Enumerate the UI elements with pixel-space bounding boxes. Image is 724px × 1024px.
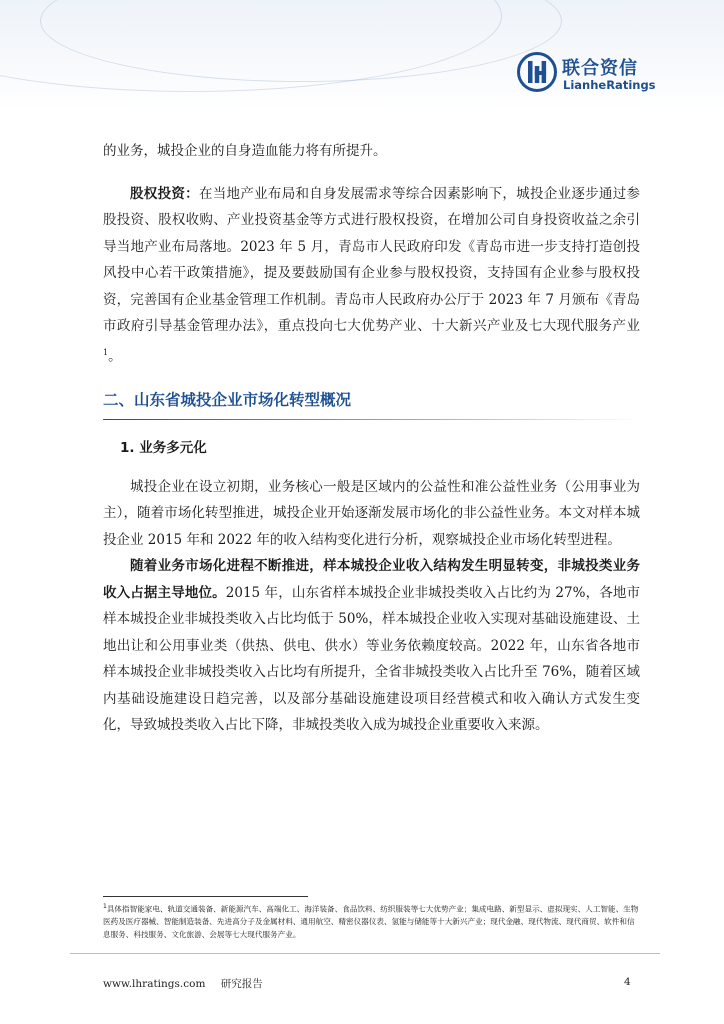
section-heading: [103, 382, 640, 420]
subsection-heading: 1. 业务多元化: [120, 439, 207, 456]
section-heading-underline: [103, 419, 640, 420]
footnote-text: 具体指智能家电、轨道交通装备、新能源汽车、高端化工、海洋装备、食品饮料、纺织服装等七大优势产业；集成电路、新型显示、虚拟现实、人工智能、生物医药及医疗器械、智能制造装备、先进高分子及金属材料、通用航空、精密仪器仪表、氢能与储能等十大新兴产业；现代金融、现代物流、现代商贸、软件和信息服务、科技服务、文化旅游、会展等七大现代服务产业。: [103, 904, 639, 939]
equity-investment-end: 。: [108, 348, 122, 364]
footnote-marker: 1: [103, 903, 107, 910]
company-logo: [517, 52, 667, 96]
equity-investment-lead: 股权投资：: [130, 185, 199, 202]
logo-chinese-name: 联合资信: [562, 58, 638, 79]
page-footer: [103, 976, 275, 991]
revenue-structure-text: 2015 年，山东省样本城投企业非城投类收入占比约为 27%，各地市样本城投企业非城投类收入占比均低于 50%，样本城投企业收入实现对基础设施建设、土地出让和公用事业类（供热、供电、供水）等业务依赖度较高。2022 年，山东省各地市样本城投企业非城投类收入占比均有所提升，全省非城投类收入占比升至 76%，随着区域内基础设施建设日趋完善，以及部分基础设施建设项目经营模式和收入确认方式发生变化，导致城投类收入占比下降，非城投类收入成为城投企业重要收入来源。: [103, 584, 640, 733]
business-diversification-paragraph: 城投企业在设立初期，业务核心一般是区域内的公益性和准公益性业务（公用事业为主），随着市场化转型推进，城投企业开始逐渐发展市场化的非公益性业务。本文对样本城投企业 2015 年和 2022 年的收入结构变化进行分析，观察城投企业市场化转型进程。: [103, 478, 640, 548]
equity-investment-text: 在当地产业布局和自身发展需求等综合因素影响下，城投企业逐步通过参股投资、股权收购、产业投资基金等方式进行股权投资，在增加公司自身投资收益之余引导当地产业布局落地。2023 年 5 月，青岛市人民政府印发《青岛市进一步支持打造创投风投中心若干政策措施》，提及要鼓励国有企业参与股权投资，支持国有企业参与股权投资，完善国有企业基金管理工作机制。青岛市人民政府办公厅于 2023 年 7 月颁布《青岛市政府引导基金管理办法》，重点投向七大优势产业、十大新兴产业及七大现代服务产业: [103, 185, 641, 334]
page-number: 4: [624, 976, 631, 988]
equity-investment-paragraph: [103, 181, 640, 370]
logo-english-name: LianheRatings: [563, 78, 656, 92]
revenue-structure-paragraph: [103, 553, 640, 739]
footer-website-link[interactable]: www.lhratings.com: [103, 978, 206, 990]
footnote: [103, 901, 640, 941]
section-heading-text: 二、山东省城投企业市场化转型概况: [103, 390, 352, 409]
continued-paragraph: 的业务，城投企业的自身造血能力将有所提升。: [103, 143, 387, 159]
revenue-structure-lead: 随着业务市场化进程不断推进，样本城投企业收入结构发生明显转变，非城投类业务收入占据主导地位。: [103, 558, 640, 601]
footnote-divider: [103, 896, 308, 897]
footer-divider: [70, 953, 660, 954]
lianhe-logo-icon: [517, 52, 557, 92]
footer-document-type: 研究报告: [220, 978, 263, 990]
main-content: [103, 138, 640, 739]
footnote-reference[interactable]: 1: [103, 347, 109, 357]
